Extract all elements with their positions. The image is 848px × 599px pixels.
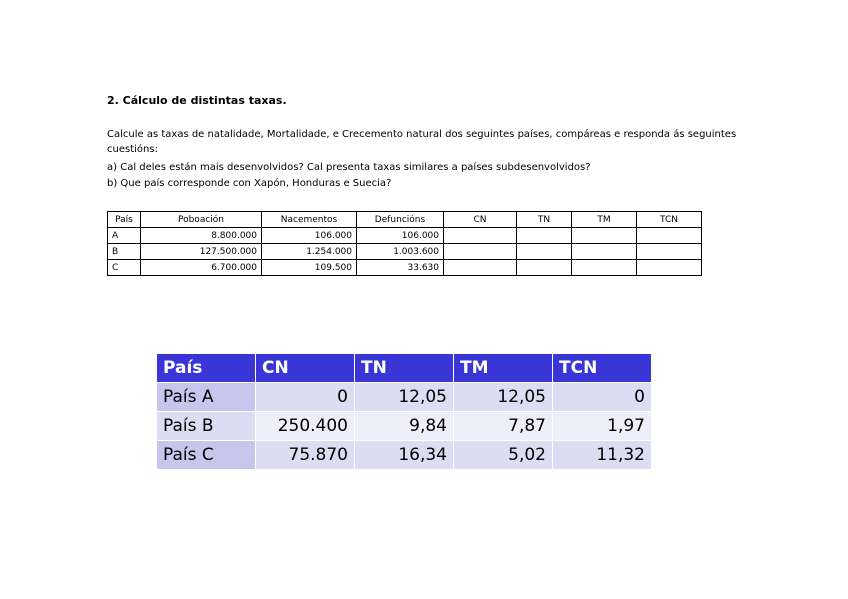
results-row (157, 383, 652, 412)
results-cell: País B (157, 412, 256, 441)
table-cell (517, 260, 572, 276)
table-cell: C (108, 260, 141, 276)
table-cell: 109.500 (262, 260, 357, 276)
results-cell: 1,97 (553, 412, 652, 441)
results-cell: País C (157, 441, 256, 470)
table-cell (637, 244, 702, 260)
table-cell (517, 244, 572, 260)
question-a: a) Cal deles están mais desenvolvidos? Cal presenta taxas similares a países subdesenvolvidos? (107, 162, 591, 173)
results-cell: 9,84 (355, 412, 454, 441)
data-table-header-row (108, 212, 702, 228)
question-b: b) Que país corresponde con Xapón, Honduras e Suecia? (107, 178, 392, 189)
table-row (108, 260, 702, 276)
table-cell (637, 260, 702, 276)
results-cell: 0 (553, 383, 652, 412)
table-cell: 127.500.000 (141, 244, 262, 260)
results-cell: País A (157, 383, 256, 412)
table-cell: 1.003.600 (357, 244, 444, 260)
header-tn: TN (517, 212, 572, 228)
results-header-row (157, 354, 652, 383)
results-cell: 12,05 (355, 383, 454, 412)
header-pais: País (108, 212, 141, 228)
table-cell (572, 228, 637, 244)
header-nacementos: Nacementos (262, 212, 357, 228)
header-cn: CN (444, 212, 517, 228)
table-cell (517, 228, 572, 244)
header-poboacion: Poboación (141, 212, 262, 228)
header-tm: TM (572, 212, 637, 228)
table-cell: 33.630 (357, 260, 444, 276)
section-heading: 2. Cálculo de distintas taxas. (107, 94, 287, 107)
header-defuncions: Defuncións (357, 212, 444, 228)
table-cell (572, 244, 637, 260)
results-cell: 5,02 (454, 441, 553, 470)
results-cell: 11,32 (553, 441, 652, 470)
header-tcn: TCN (637, 212, 702, 228)
results-cell: 0 (256, 383, 355, 412)
table-row (108, 228, 702, 244)
results-row (157, 412, 652, 441)
table-cell (444, 228, 517, 244)
table-cell (444, 244, 517, 260)
results-header-pais: País (157, 354, 256, 383)
table-cell (572, 260, 637, 276)
table-cell: 6.700.000 (141, 260, 262, 276)
results-cell: 12,05 (454, 383, 553, 412)
results-header-tn: TN (355, 354, 454, 383)
table-cell: 1.254.000 (262, 244, 357, 260)
data-table (107, 211, 702, 276)
results-cell: 16,34 (355, 441, 454, 470)
intro-text: Calcule as taxas de natalidade, Mortalidade, e Crecemento natural dos seguintes países, compáreas e responda ás seguintes cuestións: (107, 129, 737, 155)
table-cell: 106.000 (262, 228, 357, 244)
table-cell (444, 260, 517, 276)
results-cell: 250.400 (256, 412, 355, 441)
table-cell (637, 228, 702, 244)
table-cell: 106.000 (357, 228, 444, 244)
table-cell: A (108, 228, 141, 244)
table-cell: B (108, 244, 141, 260)
results-row (157, 441, 652, 470)
results-table (156, 353, 652, 470)
results-header-tm: TM (454, 354, 553, 383)
results-cell: 7,87 (454, 412, 553, 441)
results-header-cn: CN (256, 354, 355, 383)
results-header-tcn: TCN (553, 354, 652, 383)
table-cell: 8.800.000 (141, 228, 262, 244)
table-row (108, 244, 702, 260)
results-cell: 75.870 (256, 441, 355, 470)
